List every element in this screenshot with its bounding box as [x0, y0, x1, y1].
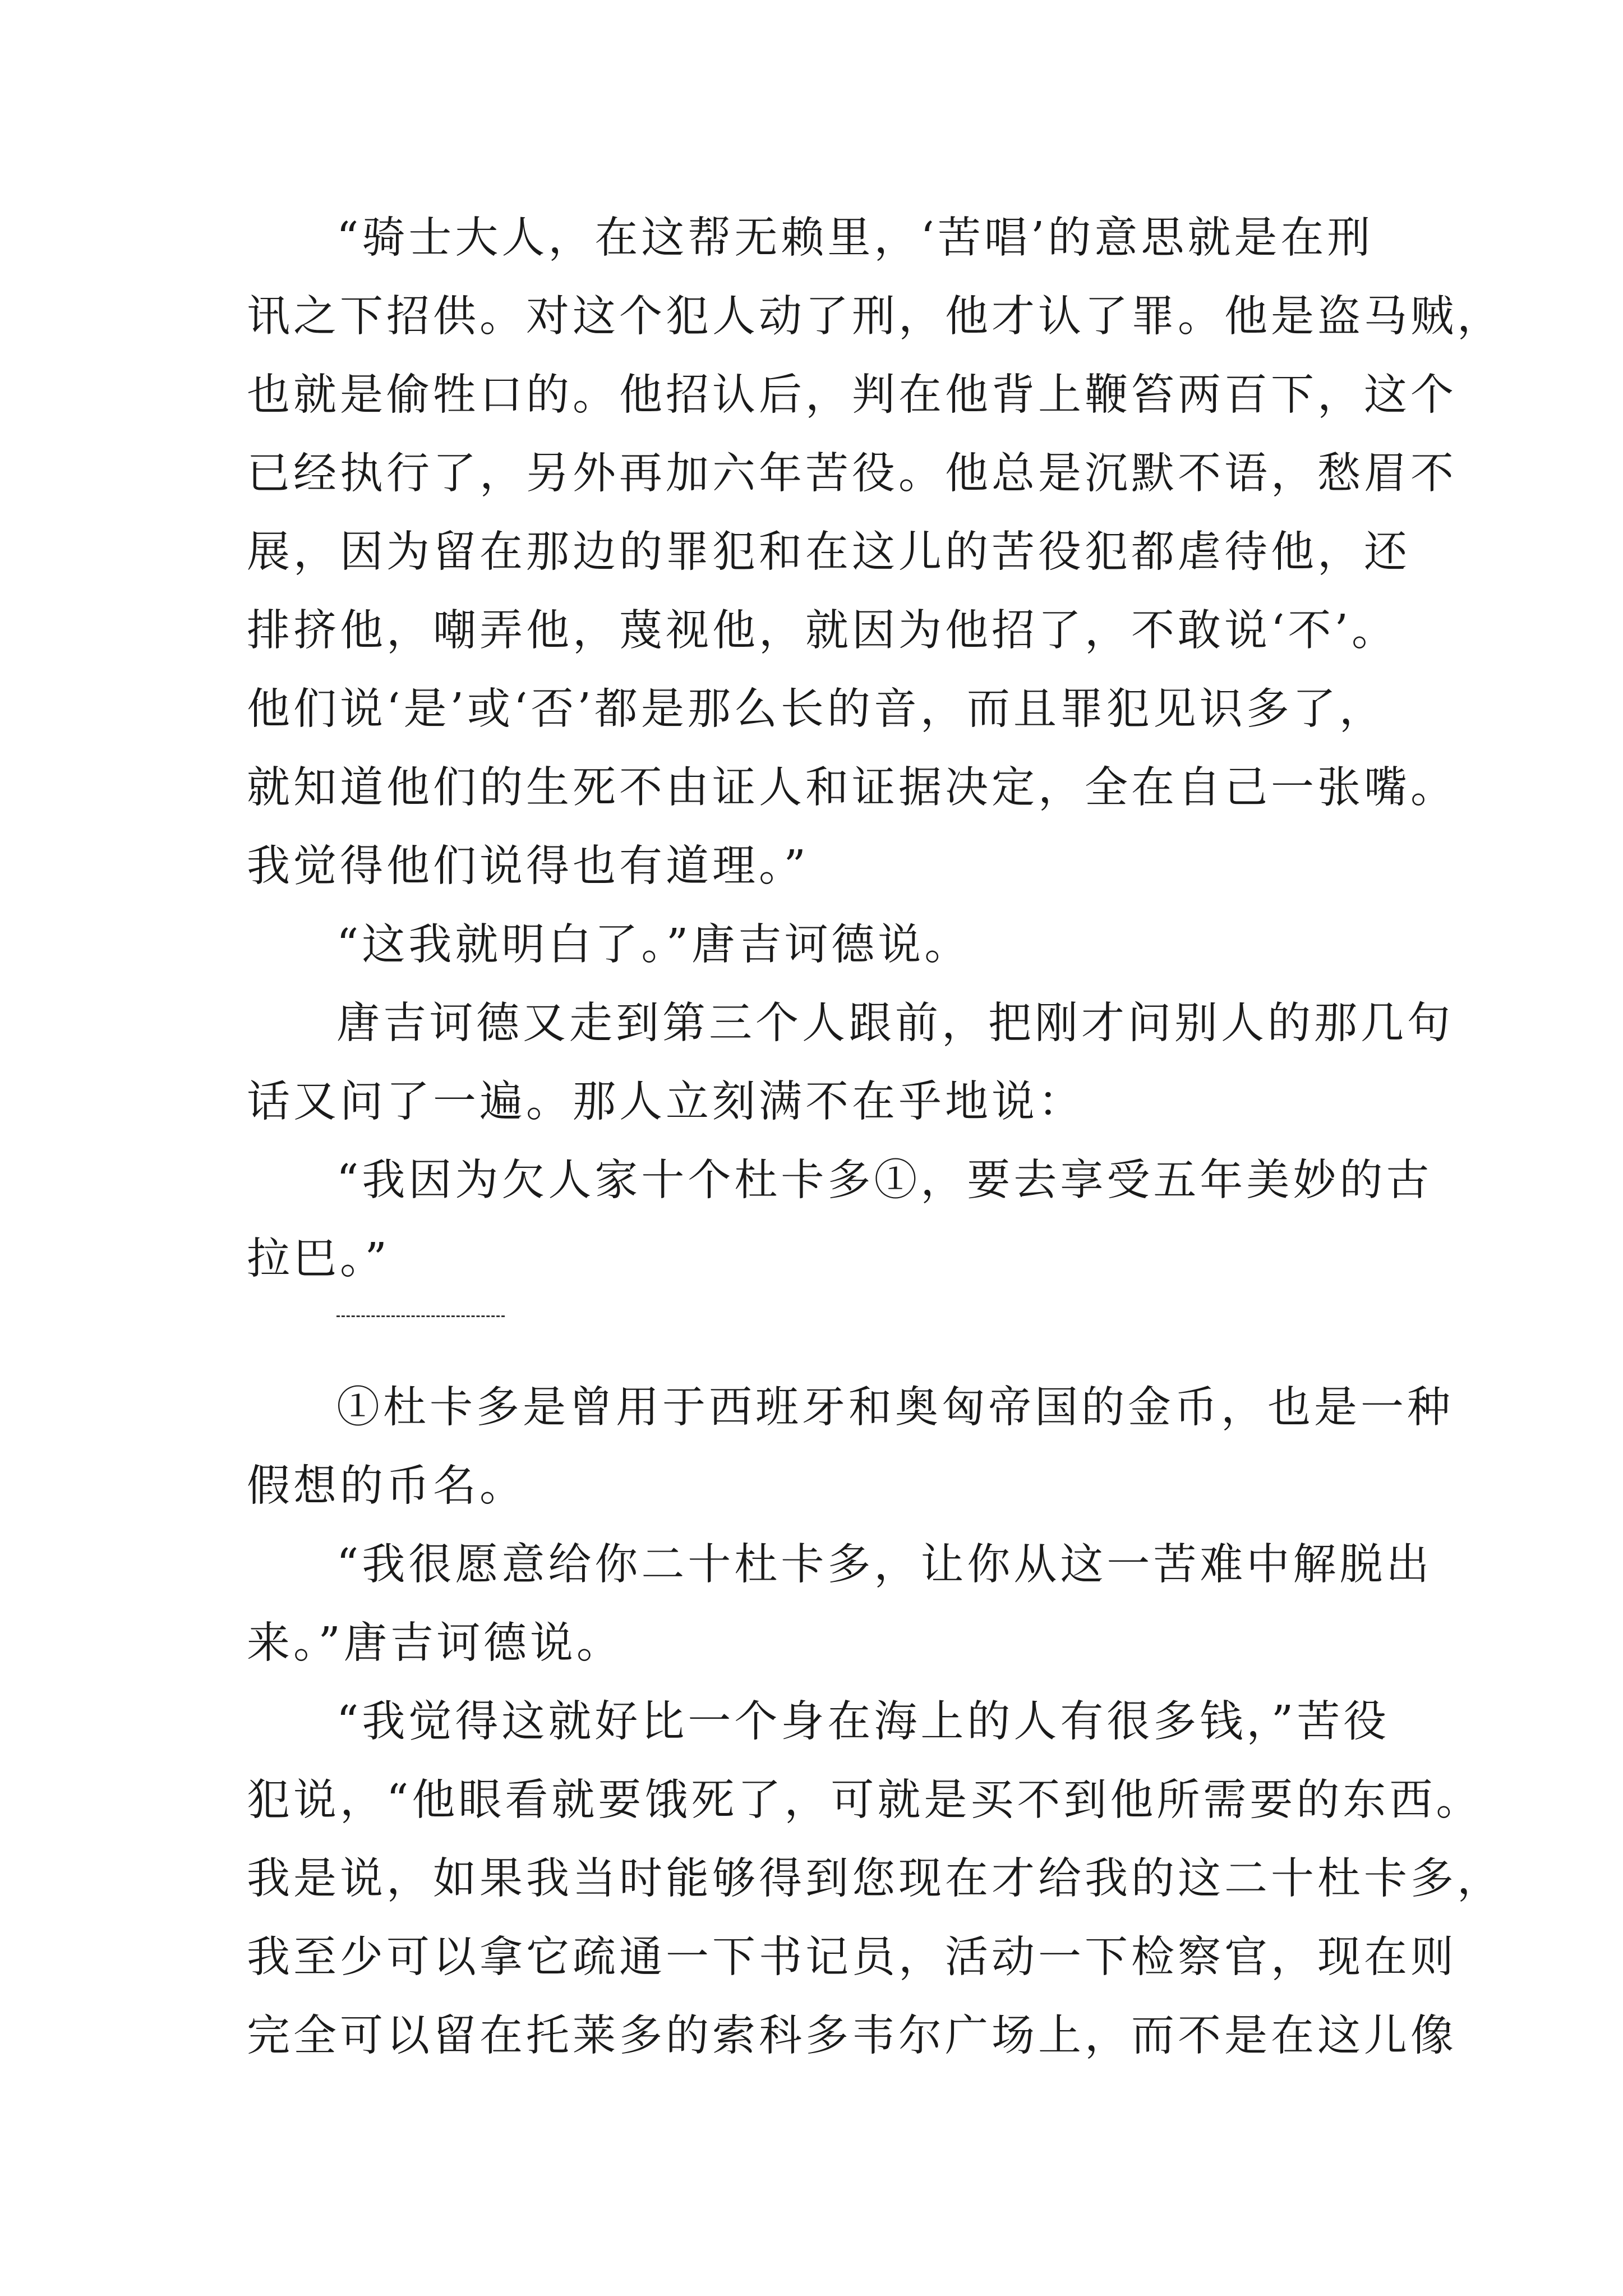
- text-line: 就知道他们的生死不由证人和证据决定，全在自己一张嘴。: [247, 763, 1457, 813]
- text-line: 也就是偷牲口的。他招认后，判在他背上鞭笞两百下，这个: [247, 370, 1457, 420]
- text-line: 讯之下招供。对这个犯人动了刑，他才认了罪。他是盗马贼，: [247, 292, 1504, 342]
- text-line: “这我就明白了。”唐吉诃德说。: [336, 920, 971, 970]
- footnote-line: 假想的币名。: [247, 1461, 526, 1511]
- text-line: 完全可以留在托莱多的索科多韦尔广场上，而不是在这儿像: [247, 2011, 1457, 2061]
- text-line: 来。”唐吉诃德说。: [247, 1618, 623, 1668]
- text-line: 拉巴。”: [247, 1234, 390, 1284]
- text-line: 已经执行了，另外再加六年苦役。他总是沉默不语，愁眉不: [247, 449, 1457, 499]
- text-line: “我很愿意给你二十杜卡多，让你从这一苦难中解脱出: [336, 1540, 1433, 1590]
- text-line: “骑士大人，在这帮无赖里，‘苦唱’的意思就是在刑: [336, 213, 1374, 263]
- text-line: 排挤他，嘲弄他，蔑视他，就因为他招了，不敢说‘不’。: [247, 606, 1398, 656]
- footnote-separator: [336, 1315, 505, 1317]
- text-line: 我觉得他们说得也有道理。”: [247, 841, 809, 891]
- text-line: 我至少可以拿它疏通一下书记员，活动一下检察官，现在则: [247, 1932, 1457, 1982]
- text-line: 他们说‘是’或‘否’都是那么长的音，而且罪犯见识多了，: [247, 684, 1386, 734]
- text-line: 唐吉诃德又走到第三个人跟前，把刚才问别人的那几句: [336, 999, 1454, 1048]
- text-line: 展，因为留在那边的罪犯和在这儿的苦役犯都虐待他，还: [247, 527, 1410, 577]
- text-line: 我是说，如果我当时能够得到您现在才给我的这二十杜卡多，: [247, 1854, 1504, 1904]
- footnote-line: ①杜卡多是曾用于西班牙和奥匈帝国的金币，也是一种: [336, 1383, 1454, 1433]
- text-line: 犯说，“他眼看就要饿死了，可就是买不到他所需要的东西。: [247, 1775, 1483, 1825]
- text-line: 话又问了一遍。那人立刻满不在乎地说：: [247, 1077, 1085, 1127]
- text-line: “我觉得这就好比一个身在海上的人有很多钱，”苦役: [336, 1697, 1390, 1747]
- text-line: “我因为欠人家十个杜卡多①，要去享受五年美妙的古: [336, 1156, 1433, 1205]
